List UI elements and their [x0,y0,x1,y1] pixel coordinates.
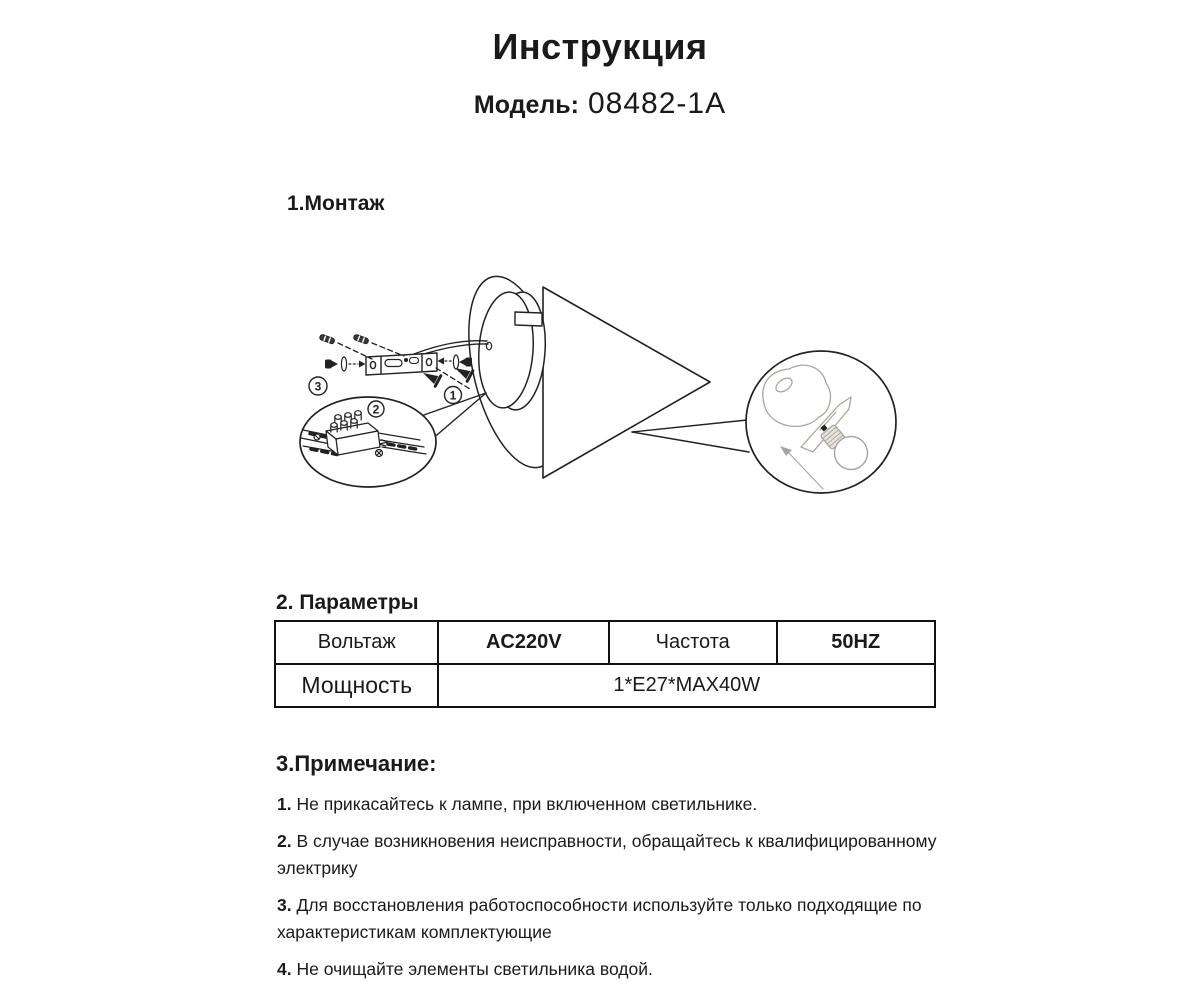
callout-2 [368,401,384,417]
canopy-arm [515,312,542,326]
voltage-value: AC220V [438,621,609,664]
bulb-bubble-pointer [632,420,749,452]
power-value: 1*E27*MAX40W [438,664,935,707]
page-title: Инструкция [492,26,708,67]
callout-3 [309,377,327,395]
svg-text:2: 2 [372,402,380,417]
params-table [274,620,936,708]
svg-text:3: 3 [314,379,322,394]
power-label: Мощность [275,664,438,707]
wall-anchor-2 [353,334,369,344]
model-value: 08482-1A [588,87,727,120]
bulb-detail-bubble [746,351,896,493]
screw-right [438,355,473,369]
section-montage-heading: 1.Монтаж [287,192,385,215]
note-item-4: 4. Не очищайте элементы светильника водой. [277,959,653,979]
washer-left [341,357,346,371]
notes-list [277,791,937,993]
mounting-bracket [366,353,437,375]
wall-anchor-1 [319,334,335,344]
screw-left [325,357,366,371]
model-line [0,87,1200,121]
washer-right [453,355,458,369]
terminal-n-label: N [378,438,391,449]
voltage-label: Вольтаж [275,621,438,664]
note-item-1: 1. Не прикасайтесь к лампе, при включенном светильнике. [277,794,758,814]
note-item-2: 2. В случае возникновения неисправности, обращайтесь к квалифицированному электрику [277,831,937,878]
note-item-3: 3. Для восстановления работоспособности используйте только подходящие по характеристикам комплектующие [277,895,922,942]
table-row [275,664,935,707]
section-params-heading: 2. Параметры [276,591,419,614]
bulb-glass [835,437,868,470]
callout-1 [445,387,462,404]
frequency-label: Частота [609,621,777,664]
frequency-value: 50HZ [777,621,936,664]
model-label: Модель: [473,91,579,119]
svg-text:1: 1 [449,388,457,403]
section-notes-heading: 3.Примечание: [276,751,437,776]
table-row [275,621,935,664]
montage-diagram [280,244,910,500]
